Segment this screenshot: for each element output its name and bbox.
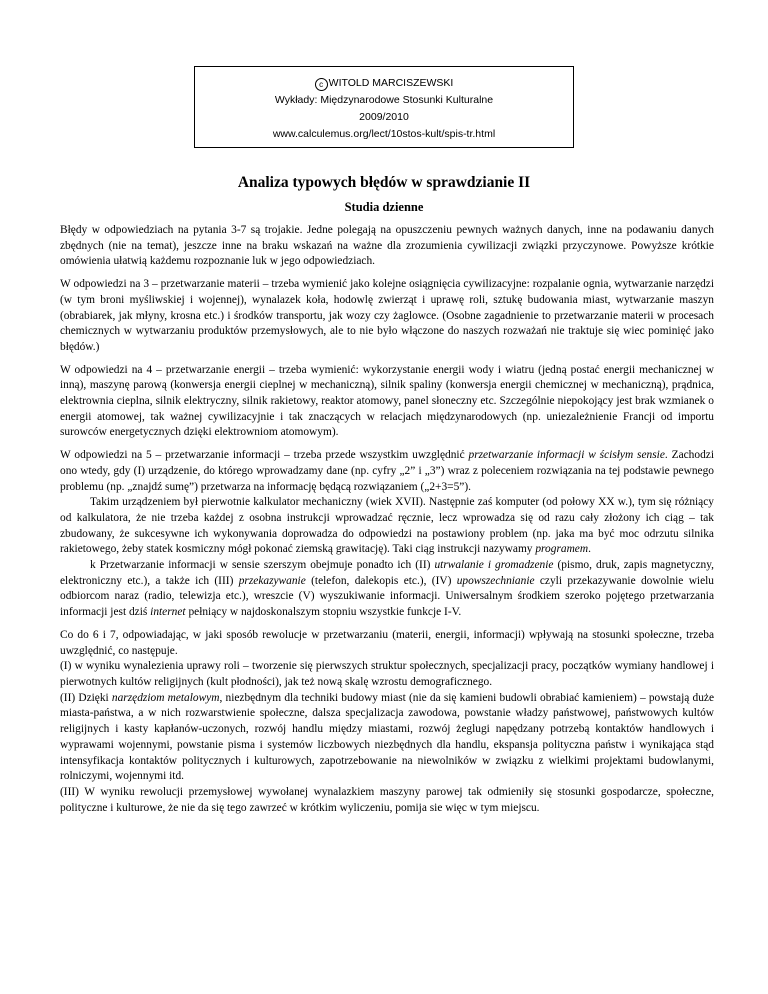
emphasis-text: przekazywanie [238,574,306,587]
paragraph-answer-3: W odpowiedzi na 3 – przetwarzanie materii – trzeba wymienić jako kolejne osiągnięcia cywilizacyjne: rozpalanie ognia, wytwarzanie narzędzi (w tym broni myśliwskiej i wojennej), wynalazek koła, hodowlę zwierząt i uprawę roli, sztukę budowania miast, wytwarzanie maszyn (obrabiarek, jak młyny, krosna etc.) i środków transportu, jak wozy czy żaglowce. (Osobne zagadnienie to przetwarzanie materii w procesach chemicznych w wytwarzaniu produktów przemysłowych, ale to nie było włączone do naszych rozważań nie traktuje się wiec pominięć jako błędów.) [60,278,714,353]
emphasis-text: narzędziom metalowym [111,691,220,704]
text-span: (II) Dzięki [60,691,112,704]
emphasis-text: przetwarzanie informacji w ścisłym sensie [468,449,665,462]
text-span: Takim urządzeniem był pierwotnie kalkulator mechaniczny (wiek XVII). Następnie zaś komputer (od połowy XX w.), tym się różniący od kalkulatora, że nie trzeba każdej z osobna instrukcji wprowadzać ręcznie, lecz wprowadza się od razu cały złożony ich ciąg – tak zbudowany, że sukcesywne ich wykonywania doprowadza do odpowiedzi na postawiony problem (np. jaka ma być moc odrzutu silnika rakietowego, żeby statek kosmiczny mógł pokonać ziemską grawitację). Taki ciąg instrukcji nazywamy [60,496,714,556]
document-title: Analiza typowych błędów w sprawdzianie II [237,174,531,191]
header-year: 2009/2010 [359,111,409,123]
paragraph-point-3: (III) W wyniku rewolucji przemysłowej wywołanej wynalazkiem maszyny parowej tak odmieniły się stosunki gospodarcze, społeczne, polityczne i kulturowe, że nie da się tego zawrzeć w krótkim wyliczeniu, pomija sie więc w tym miejscu. [60,785,714,814]
document-subtitle: Studia dzienne [344,200,424,214]
text-span: . [588,543,591,556]
header-author: WITOLD MARCISZEWSKI [328,77,454,89]
header-course: Wykłady: Międzynarodowe Stosunki Kulturalne [274,94,494,106]
document-body [60,223,714,816]
text-span: k Przetwarzanie informacji w sensie szerszym obejmuje ponadto ich (II) [90,559,435,572]
paragraph-answer-6-7: Co do 6 i 7, odpowiadając, w jaki sposób rewolucje w przetwarzaniu (materii, energii, informacji) wpływają na stosunki społeczne, trzeba uwzględnić, co następuje. [60,628,714,657]
text-span: (pismo, druk, zapis magnetyczny, elektroniczny etc.), a także ich (III) [60,559,714,587]
emphasis-text: utrwalanie i gromadzenie [434,559,554,572]
text-span: (telefon, dalekopis etc.), (IV) [305,574,457,587]
emphasis-text: programem [535,543,589,556]
header-author-line [195,75,573,92]
text-span: pełniący w najdoskonalszym stopniu wszystkie funkcje I-V. [185,606,462,619]
header-box [194,66,574,148]
emphasis-text: upowszechnianie [456,574,535,587]
paragraph-answer-4: W odpowiedzi na 4 – przetwarzanie energii – trzeba wymienić: wykorzystanie energii wody i wiatru (jedną postać energii mechanicznej w inną), maszynę parową (konwersja energii cieplnej w mechaniczną), silnik spaliny (konwersja energii chemicznej w mechaniczną), prądnica, elektrownia cieplna, silnik elektryczny, silnik rakietowy, reaktor atomowy, panel słoneczny etc. Szczególnie niepokojący jest brak wzmianek o energii atomowej, tak ważnej cywilizacyjnie i tak znaczących w relacjach międzynarodowych (np. uniezależnienie Francji od importu surowców energetycznych dzięki elektrowniom atomowym). [60,363,714,439]
text-span: . Zachodzi ono wtedy, gdy (I) urządzenie, do którego wprowadzamy dane (np. cyfry „2” i „3”) wraz z poleceniem rozwiązania na tej podstawie pewnego problemu (np. „znajdź sumę”) przetwarza na informację będącą rozwiązaniem („2+3=5”). [60,449,714,493]
paragraph-point-2 [60,691,714,785]
paragraph-calculator [60,495,714,558]
text-span: W odpowiedzi na 5 – przetwarzanie informacji – trzeba przede wszystkim uwzględnić [60,449,469,462]
paragraph-broader-sense [60,558,714,621]
copyright-icon: c [315,78,328,91]
paragraph-intro: Błędy w odpowiedziach na pytania 3-7 są trojakie. Jedne polegają na opuszczeniu pewnych ważnych danych, inne na podawaniu danych zbędnych (nie na temat), jeszcze inne na braku wskazań na ważne dla zrozumienia cywilizacji związki przyczynowe. Powyższe krótkie omówienia ułatwią każdemu rozpoznanie luk w jego odpowiedziach. [60,224,714,268]
emphasis-text: internet [150,606,186,619]
text-span: , niezbędnym dla techniki budowy miast (nie da się kamieni budowli obrabiać kamieniem) – powstają duże miasta-państwa, a w nich rozwarstwienie społeczne, dalsza specjalizacja zawodowa, powstanie władzy państwowej, państwowych kultów religijnych i kasty kapłanów-uczonych, rozwój handlu między miastami, rozwój żeglugi napędzany potrzebą kontaktów handlowych i wyprawami wojennymi, powstanie pisma i systemów liczbowych niezbędnych dla handlu, ekspansja polityczna państw i wynikająca stąd intensyfikacja kontaktów politycznych i kulturowych, zapotrzebowanie na niewolników w związku z wielkimi projektami budowlanymi, rolniczymi, wojennymi itd. [60,691,714,783]
header-url: www.calculemus.org/lect/10stos-kult/spis-tr.html [272,128,496,140]
text-span: czyli przekazywanie dowolnie wielu odbiorcom naraz (radio, telewizja etc.), wreszcie (V) wyszukiwanie informacji. Uniwersalnym środkiem szeroko pojętego przetwarzania informacji jest dziś [60,574,714,619]
paragraph-point-1: (I) w wyniku wynalezienia uprawy roli – tworzenie się pierwszych struktur społecznych, specjalizacji pracy, początków wymiany handlowej i pierwotnych kultów religijnych (kult płodności), jak też nową skalę wzrostu demograficznego. [60,660,714,688]
paragraph-answer-5 [60,448,714,495]
